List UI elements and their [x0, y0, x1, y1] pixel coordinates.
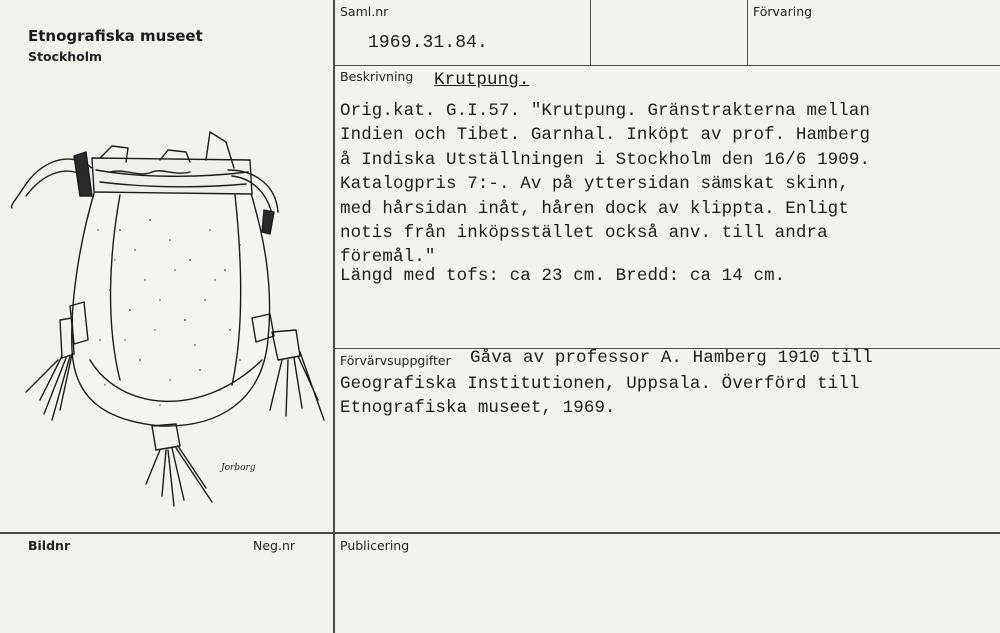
acquisition-line: Gåva av professor A. Hamberg 1910 till	[470, 348, 873, 368]
dimensions-text: Längd med tofs: ca 23 cm. Bredd: ca 14 cm.	[340, 266, 786, 286]
description-line: Katalogpris 7:-. Av på yttersidan sämskat skinn,	[340, 174, 849, 195]
forvaring-label: Förvaring	[753, 4, 813, 19]
acquisition-label: Förvärvsuppgifter	[340, 353, 451, 368]
beskrivning-label: Beskrivning	[340, 69, 414, 84]
publicering-label: Publicering	[340, 538, 410, 553]
description-line: Orig.kat. G.I.57. "Krutpung. Gränstrakterna mellan	[340, 101, 871, 121]
acquisition-text	[340, 372, 859, 421]
acquisition-line: Etnografiska museet, 1969.	[340, 398, 616, 419]
top-field-divider-1	[590, 0, 591, 66]
vertical-divider	[333, 0, 335, 633]
description-line: föremål."	[340, 247, 436, 268]
description-line: Indien och Tibet. Garnhal. Inköpt av prof. Hamberg	[340, 125, 871, 146]
bildnr-label: Bildnr	[28, 538, 71, 553]
museum-name: Etnografiska museet	[28, 27, 203, 45]
description-line: å Indiska Utställningen i Stockholm den 16/6 1909.	[340, 149, 871, 170]
bottom-rule	[0, 532, 1000, 534]
museum-city: Stockholm	[28, 49, 103, 64]
description-text	[340, 99, 870, 270]
header-rule	[334, 65, 1000, 66]
object-title: Krutpung.	[434, 70, 530, 90]
description-line: notis från inköpsstället också anv. till andra	[340, 223, 828, 244]
artist-signature: Jorborg	[221, 463, 256, 473]
negnr-label: Neg.nr	[253, 538, 296, 553]
top-field-divider-2	[747, 0, 748, 66]
pouch-illustration	[0, 0, 330, 520]
acquisition-line: Geografiska Institutionen, Uppsala. Överförd till	[340, 374, 860, 394]
saml-nr-label: Saml.nr	[340, 4, 389, 19]
description-line: med hårsidan inåt, håren dock av klippta. Enligt	[340, 198, 849, 219]
saml-nr-value: 1969.31.84.	[368, 33, 488, 53]
